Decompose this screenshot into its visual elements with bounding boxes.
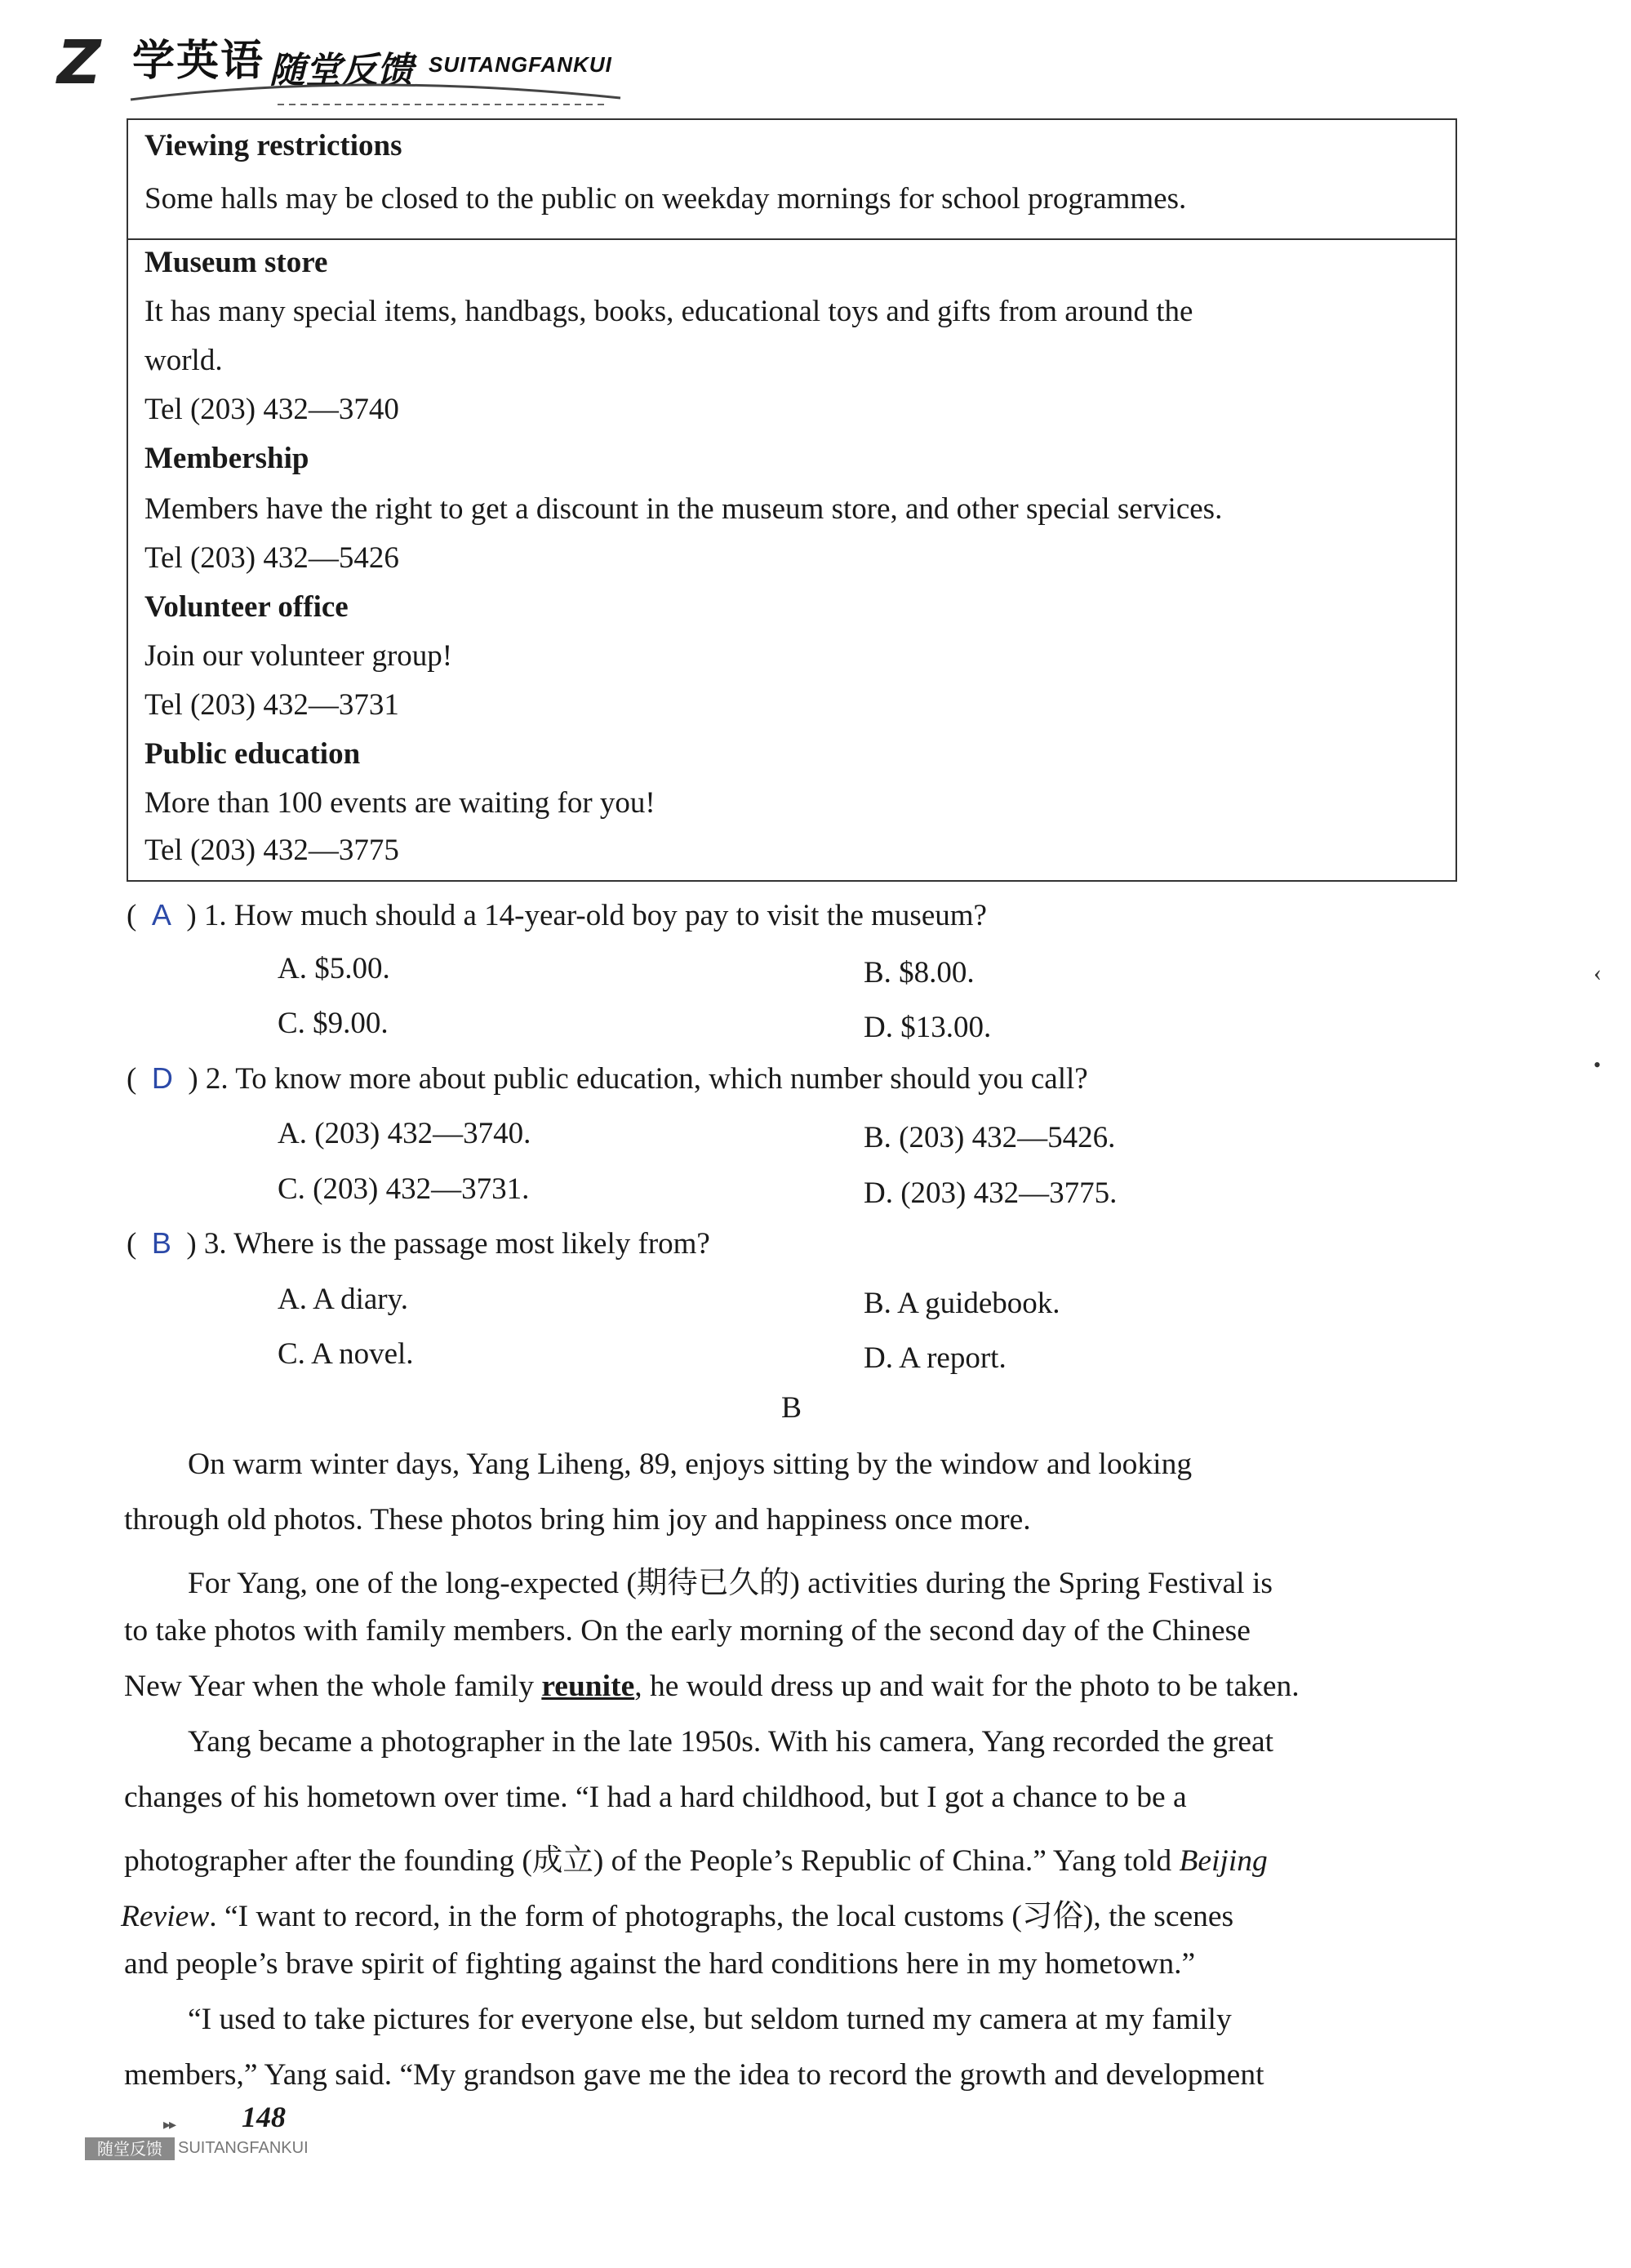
- education-tel: Tel (203) 432—3775: [144, 834, 399, 867]
- header-decoration: [114, 75, 637, 108]
- store-text-2: world.: [144, 344, 223, 377]
- passage-p3-l4: Review. “I want to record, in the form of photographs, the local customs (习俗), the scenes: [121, 1900, 1234, 1933]
- volunteer-heading: Volunteer office: [144, 590, 349, 624]
- q2-option-b: B. (203) 432—5426.: [864, 1121, 1116, 1154]
- q2-option-d: D. (203) 432—3775.: [864, 1176, 1118, 1210]
- volunteer-tel: Tel (203) 432—3731: [144, 688, 399, 722]
- passage-p2-l3: New Year when the whole family reunite, he would dress up and wait for the photo to be taken.: [124, 1670, 1300, 1703]
- answer-3: B: [151, 1226, 171, 1260]
- magazine-title-2: Review: [121, 1900, 210, 1933]
- q1-option-d: D. $13.00.: [864, 1011, 992, 1044]
- passage-p1-l1: On warm winter days, Yang Liheng, 89, enjoys sitting by the window and looking: [188, 1448, 1193, 1481]
- question-2-stem: 2. To know more about public education, which number should you call?: [205, 1062, 1088, 1096]
- page-number: 148: [242, 2101, 286, 2133]
- logo: Z: [57, 28, 101, 98]
- volunteer-text: Join our volunteer group!: [144, 639, 453, 673]
- passage-p3-l2: changes of his hometown over time. “I had a hard childhood, but I got a chance to be a: [124, 1781, 1187, 1814]
- q3-option-b: B. A guidebook.: [864, 1287, 1060, 1320]
- question-1: ( A ) 1. How much should a 14-year-old boy pay to visit the museum?: [127, 898, 987, 932]
- footer-badge: 随堂反馈: [85, 2137, 175, 2160]
- membership-text: Members have the right to get a discount in the museum store, and other special services.: [144, 492, 1223, 526]
- passage-p2-l2: to take photos with family members. On the early morning of the second day of the Chinese: [124, 1614, 1251, 1648]
- edge-mark: ‹: [1593, 959, 1602, 986]
- q1-option-a: A. $5.00.: [278, 952, 390, 985]
- passage-p2-l1: For Yang, one of the long-expected (期待已久的) activities during the Spring Festival is: [188, 1567, 1273, 1600]
- museum-info-box: [127, 118, 1457, 882]
- passage-p3-l3: photographer after the founding (成立) of the People’s Republic of China.” Yang told Beijing: [124, 1844, 1268, 1878]
- membership-tel: Tel (203) 432—5426: [144, 541, 399, 575]
- education-text: More than 100 events are waiting for you!: [144, 786, 656, 820]
- passage-p1-l2: through old photos. These photos bring him joy and happiness once more.: [124, 1503, 1031, 1536]
- store-tel: Tel (203) 432—3740: [144, 393, 399, 426]
- question-1-stem: 1. How much should a 14-year-old boy pay to visit the museum?: [203, 899, 987, 932]
- viewing-text: Some halls may be closed to the public on weekday mornings for school programmes.: [144, 182, 1187, 216]
- header-subtitle: 随堂反馈: [269, 50, 413, 91]
- section-label: B: [781, 1391, 802, 1425]
- q1-option-c: C. $9.00.: [278, 1007, 389, 1040]
- question-3-stem: 3. Where is the passage most likely from?: [203, 1227, 710, 1261]
- header-title: 学英语: [132, 37, 265, 86]
- viewing-heading: Viewing restrictions: [144, 129, 402, 162]
- question-2: ( D ) 2. To know more about public education, which number should you call?: [127, 1061, 1088, 1096]
- edge-mark: •: [1593, 1053, 1602, 1077]
- q3-option-c: C. A novel.: [278, 1337, 414, 1371]
- question-3: ( B ) 3. Where is the passage most likely from?: [127, 1226, 710, 1261]
- answer-2: D: [151, 1061, 173, 1095]
- highlighted-word: reunite: [541, 1670, 635, 1703]
- header-latin: SUITANGFANKUI: [429, 52, 612, 77]
- box-divider: [128, 238, 1455, 240]
- passage-p4-l1: “I used to take pictures for everyone else, but seldom turned my camera at my family: [188, 2003, 1232, 2036]
- q3-option-a: A. A diary.: [278, 1283, 408, 1316]
- q1-option-b: B. $8.00.: [864, 956, 975, 989]
- page-header: [57, 18, 645, 108]
- store-text-1: It has many special items, handbags, books, educational toys and gifts from around the: [144, 295, 1193, 328]
- footer-arrows-icon: ▸▸: [163, 2116, 176, 2133]
- footer-latin: SUITANGFANKUI: [178, 2139, 309, 2157]
- q3-option-d: D. A report.: [864, 1341, 1007, 1375]
- passage-p3-l5: and people’s brave spirit of fighting against the hard conditions here in my hometown.”: [124, 1947, 1196, 1981]
- education-heading: Public education: [144, 737, 361, 771]
- magazine-title-1: Beijing: [1179, 1844, 1268, 1878]
- passage-p3-l1: Yang became a photographer in the late 1950s. With his camera, Yang recorded the great: [188, 1725, 1274, 1759]
- membership-heading: Membership: [144, 442, 309, 475]
- q2-option-a: A. (203) 432—3740.: [278, 1117, 531, 1150]
- store-heading: Museum store: [144, 246, 328, 279]
- q2-option-c: C. (203) 432—3731.: [278, 1172, 530, 1206]
- passage-p4-l2: members,” Yang said. “My grandson gave me the idea to record the growth and development: [124, 2058, 1264, 2092]
- answer-1: A: [151, 898, 171, 932]
